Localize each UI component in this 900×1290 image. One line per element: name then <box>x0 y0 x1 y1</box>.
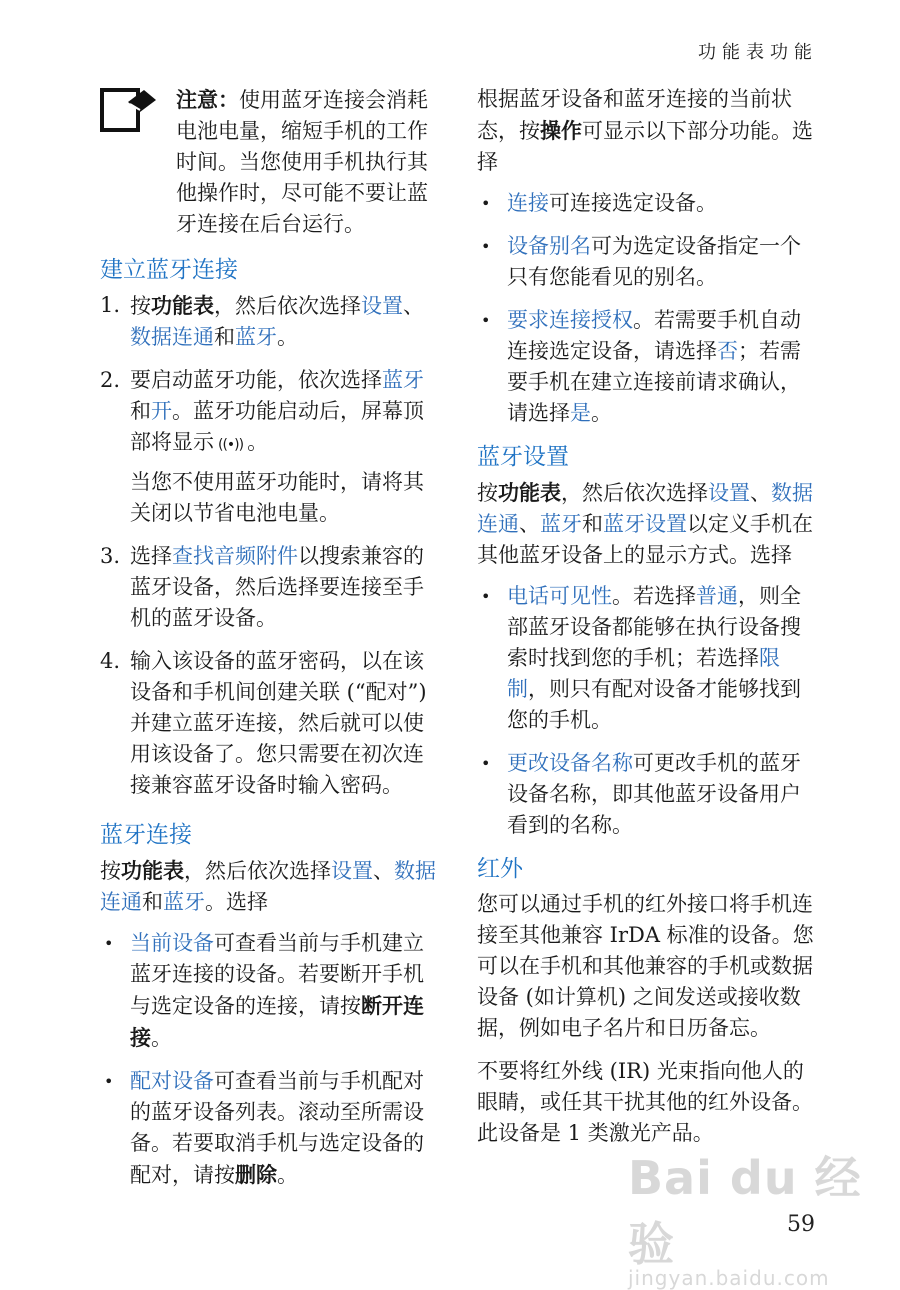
option-connect <box>477 188 817 219</box>
note-box <box>100 84 440 240</box>
option-phone-visibility <box>477 581 817 736</box>
menu-key-label: 功能表 <box>121 858 184 883</box>
text: 输入该设备的蓝牙密码，以在该设备和手机间创建关联 (“配对”) 并建立蓝牙连接，然后就可以使用该设备了。您只需要在初次连接兼容蓝牙设备时输入密码。 <box>130 649 427 797</box>
connection-intro <box>100 855 440 918</box>
menu-link-on[interactable]: 开 <box>151 399 172 423</box>
menu-link-bluetooth[interactable]: 蓝牙 <box>163 890 205 914</box>
bullet: • <box>481 754 491 773</box>
menu-link-bluetooth-settings[interactable]: 蓝牙设置 <box>603 512 687 536</box>
step-1 <box>100 290 440 353</box>
watermark-logo: Bai du 经验 <box>628 1151 862 1271</box>
menu-link-bluetooth[interactable]: 蓝牙 <box>235 325 277 349</box>
step-number: 2. <box>100 368 121 392</box>
text: 可连接选定设备。 <box>549 191 717 215</box>
menu-link-bluetooth[interactable]: 蓝牙 <box>540 512 582 536</box>
menu-link-connect[interactable]: 连接 <box>507 191 549 215</box>
text: 。 <box>277 325 298 349</box>
settings-heading: 蓝牙设置 <box>477 444 569 470</box>
menu-link-phone-visibility[interactable]: 电话可见性 <box>507 584 612 608</box>
menu-key-label: 功能表 <box>498 480 561 505</box>
text: 、 <box>750 481 771 505</box>
text: 以搜索兼容的蓝牙设备，然后选择要连接至手机的蓝牙设备。 <box>130 544 424 630</box>
page-header: 功能表功能 <box>698 42 818 63</box>
softkey-options: 操作 <box>540 118 582 143</box>
menu-link-change-name[interactable]: 更改设备名称 <box>507 751 633 775</box>
step-3 <box>100 541 440 634</box>
text: 和 <box>142 890 163 914</box>
text: 、 <box>403 294 424 318</box>
text: 要启动蓝牙功能，依次选择 <box>130 368 382 392</box>
text: 按 <box>100 859 121 883</box>
menu-link-bluetooth[interactable]: 蓝牙 <box>382 368 424 392</box>
watermark <box>628 1142 900 1290</box>
menu-link-current-devices[interactable]: 当前设备 <box>130 931 214 955</box>
menu-key-label: 功能表 <box>151 293 214 318</box>
text: 可显示以下部分功能。选择 <box>477 119 813 174</box>
page-number: 59 <box>787 1212 815 1237</box>
menu-link-connectivity[interactable]: 数据连通 <box>100 859 436 914</box>
menu-link-device-alias[interactable]: 设备别名 <box>507 234 591 258</box>
text: 和 <box>214 325 235 349</box>
text: 可更改手机的蓝牙设备名称，即其他蓝牙设备用户看到的名称。 <box>507 751 801 837</box>
bullet: • <box>104 934 114 953</box>
text: 可查看当前与手机配对的蓝牙设备列表。滚动至所需设备。若要取消手机与选定设备的配对，请按 <box>130 1069 424 1187</box>
option-require-authorization <box>477 305 817 429</box>
step-number: 4. <box>100 649 121 673</box>
text: 可为选定设备指定一个只有您能看见的别名。 <box>507 234 801 289</box>
watermark-url: jingyan.baidu.com <box>628 1266 830 1290</box>
note-label: 注意： <box>176 87 239 112</box>
text: 和 <box>582 512 603 536</box>
option-change-device-name <box>477 748 817 841</box>
text: ，则只有配对设备才能够找到您的手机。 <box>507 677 801 732</box>
settings-intro <box>477 477 817 571</box>
option-device-alias <box>477 231 817 293</box>
left-column <box>100 84 440 1203</box>
text: ；若需要手机在建立连接前请求确认，请选择 <box>507 339 801 425</box>
text: ，然后依次选择 <box>561 481 708 505</box>
setup-steps <box>100 290 440 801</box>
bluetooth-icon: ((•)) <box>218 437 244 453</box>
text: 。 <box>247 430 269 454</box>
text: 可查看当前与手机建立蓝牙连接的设备。若要断开手机与选定设备的连接，请按 <box>130 931 424 1018</box>
text: ，则全部蓝牙设备都能够在执行设备搜索时找到您的手机；若选择 <box>507 584 801 670</box>
text: 、 <box>373 859 394 883</box>
text: 。 <box>591 401 612 425</box>
menu-link-restricted[interactable]: 限制 <box>507 646 780 701</box>
menu-link-settings[interactable]: 设置 <box>331 859 373 883</box>
text: ，然后依次选择 <box>214 294 361 318</box>
right-column <box>477 84 817 1149</box>
bullet: • <box>481 311 491 330</box>
text: 。选择 <box>205 890 268 914</box>
text: 。 <box>151 1026 172 1050</box>
menu-link-paired-devices[interactable]: 配对设备 <box>130 1069 214 1093</box>
menu-link-require-auth[interactable]: 要求连接授权 <box>507 308 633 332</box>
menu-link-no[interactable]: 否 <box>717 339 738 363</box>
bullet: • <box>481 237 491 256</box>
text: ，然后依次选择 <box>184 859 331 883</box>
text: 根据蓝牙设备和蓝牙连接的当前状态，按 <box>477 87 792 143</box>
note-icon <box>100 88 158 132</box>
menu-link-settings[interactable]: 设置 <box>708 481 750 505</box>
device-options <box>477 188 817 429</box>
step-number: 3. <box>100 544 121 568</box>
note-text <box>176 84 440 240</box>
step-2 <box>100 365 440 461</box>
menu-link-find-audio[interactable]: 查找音频附件 <box>172 544 298 568</box>
text: 。 <box>277 1163 298 1187</box>
option-current-devices <box>100 928 440 1054</box>
menu-link-normal[interactable]: 普通 <box>696 584 738 608</box>
text: 、 <box>519 512 540 536</box>
text: 。若选择 <box>612 584 696 608</box>
bullet: • <box>481 194 491 213</box>
menu-link-settings[interactable]: 设置 <box>361 294 403 318</box>
softkey-disconnect: 断开连接 <box>130 993 424 1050</box>
text: 和 <box>130 399 151 423</box>
text: 。若需要手机自动连接选定设备，请选择 <box>507 308 801 363</box>
connection-options <box>100 928 440 1191</box>
text: 选择 <box>130 544 172 568</box>
options-intro <box>477 84 817 178</box>
note-body: 使用蓝牙连接会消耗电池电量，缩短手机的工作时间。当您使用手机执行其他操作时，尽可能不要让蓝牙连接在后台运行。 <box>176 88 428 236</box>
softkey-delete: 删除 <box>235 1162 277 1187</box>
step-4 <box>100 646 440 801</box>
infrared-paragraph-1: 您可以通过手机的红外接口将手机连接至其他兼容 IrDA 标准的设备。您可以在手机和其他兼容的手机或数据设备 (如计算机) 之间发送或接收数据，例如电子名片和日历备忘。 <box>477 892 814 1040</box>
text: 按 <box>477 481 498 505</box>
menu-link-yes[interactable]: 是 <box>570 401 591 425</box>
text: 。蓝牙功能启动后，屏幕顶部将显示 <box>130 399 424 454</box>
settings-options <box>477 581 817 841</box>
bullet: • <box>104 1072 114 1091</box>
step-2-extra: 当您不使用蓝牙功能时，请将其关闭以节省电池电量。 <box>130 470 424 525</box>
menu-link-connectivity[interactable]: 数据连通 <box>130 325 214 349</box>
bullet: • <box>481 587 491 606</box>
text: 按 <box>130 294 151 318</box>
option-paired-devices <box>100 1066 440 1191</box>
setup-heading: 建立蓝牙连接 <box>100 257 238 283</box>
infrared-heading: 红外 <box>477 856 523 882</box>
connection-heading: 蓝牙连接 <box>100 822 192 848</box>
text: 以定义手机在其他蓝牙设备上的显示方式。选择 <box>477 512 813 567</box>
infrared-paragraph-2: 不要将红外线 (IR) 光束指向他人的眼睛，或任其干扰其他的红外设备。此设备是 1 类激光产品。 <box>477 1059 813 1145</box>
step-number: 1. <box>100 293 121 317</box>
menu-link-connectivity[interactable]: 数据连通 <box>477 481 813 536</box>
